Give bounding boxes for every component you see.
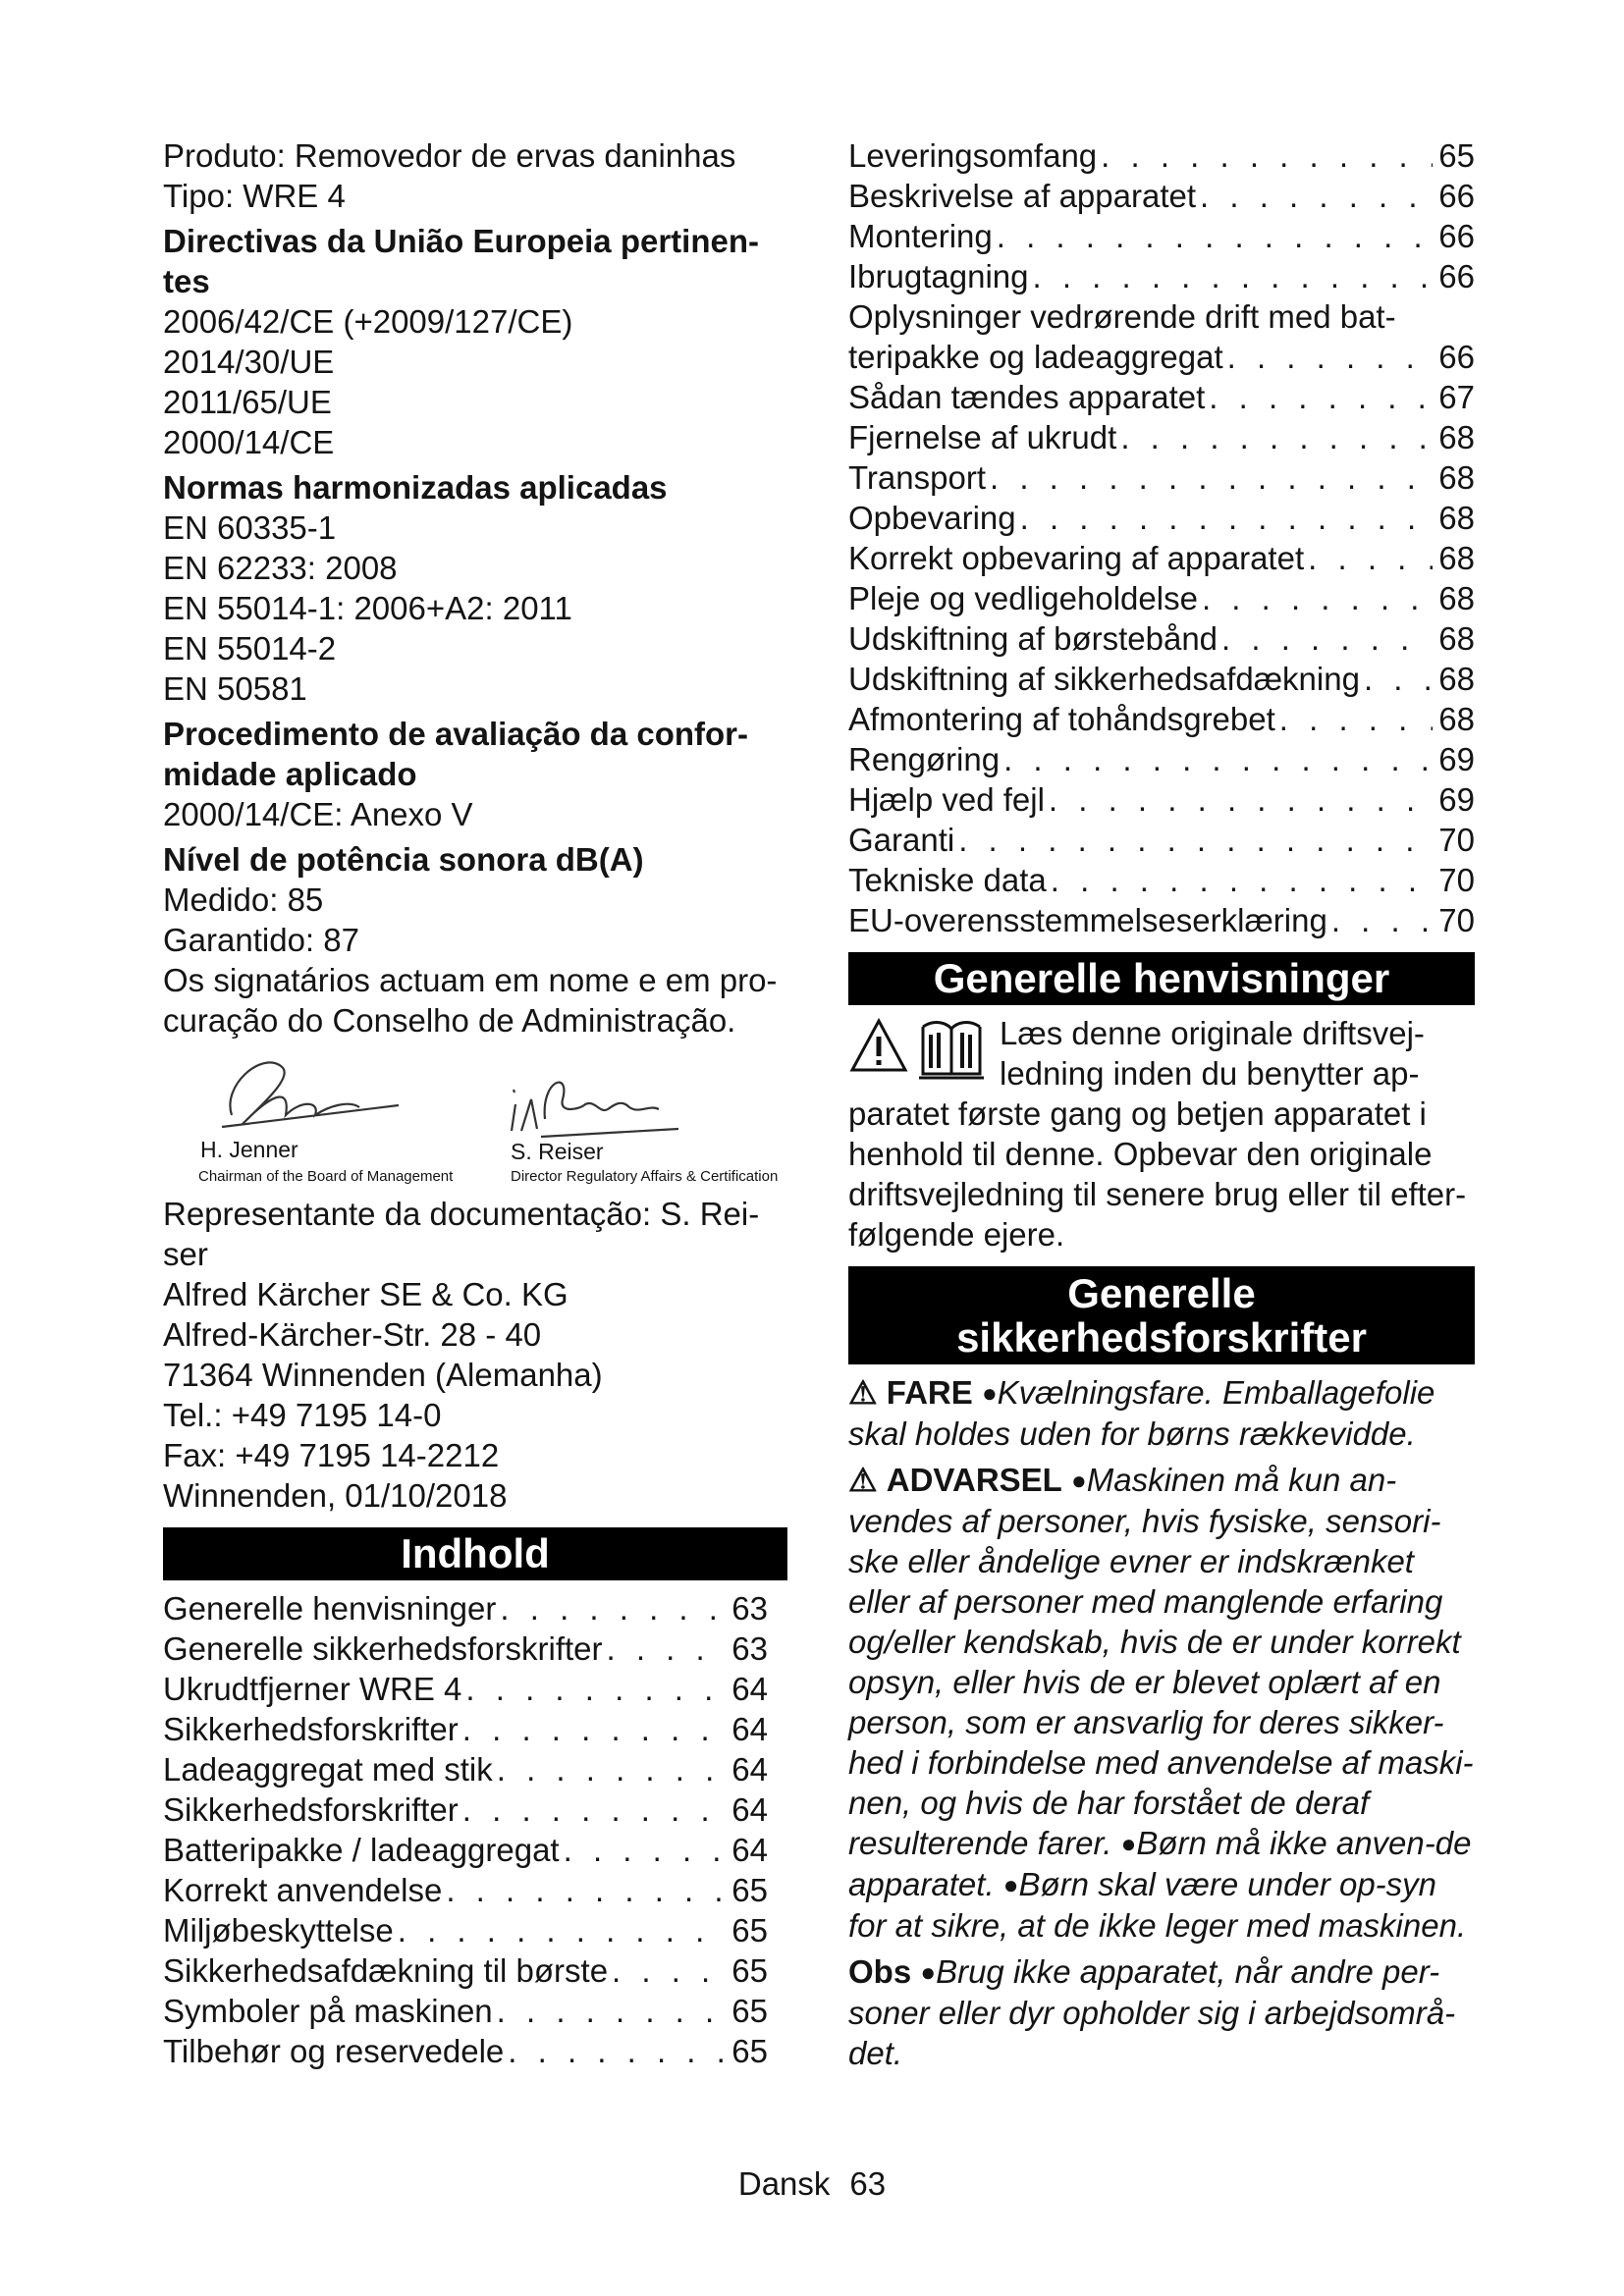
toc-page: 70: [1438, 902, 1475, 938]
toc-entry[interactable]: [848, 538, 1475, 578]
toc-entry[interactable]: [848, 377, 1475, 417]
danger-text: Kvælningsfare. Emballagefolie skal holdes uden for børns rækkevidde.: [848, 1374, 1435, 1452]
toc-label: Generelle sikkerhedsforskrifter: [163, 1630, 603, 1667]
representative: Representante da documentação: S. Rei-ser: [163, 1196, 760, 1272]
toc-entry[interactable]: [848, 659, 1475, 699]
warning-triangle-icon: ⚠: [848, 1462, 878, 1498]
toc-label: Sikkerhedsforskrifter: [163, 1791, 459, 1828]
toc-entry[interactable]: [848, 176, 1475, 216]
toc-entry[interactable]: [848, 860, 1475, 900]
type-line: Tipo: WRE 4: [163, 178, 346, 214]
toc-page: 65: [731, 2033, 768, 2069]
bullet-icon: ●: [1120, 1829, 1137, 1858]
toc-page: 68: [1438, 661, 1475, 697]
safety-banner-line: sikkerhedsforskrifter: [956, 1314, 1367, 1361]
footer-language: Dansk: [737, 2165, 831, 2202]
toc-label: Leveringsomfang: [848, 137, 1098, 174]
toc-label: teripakke og ladeaggregat: [848, 339, 1223, 375]
bullet-icon: ●: [920, 1957, 937, 1987]
toc-page: 68: [1438, 580, 1475, 616]
toc-page: 65: [731, 1912, 768, 1949]
toc-entry[interactable]: [163, 1789, 787, 1830]
toc-page: 64: [731, 1671, 768, 1707]
toc-page: 64: [731, 1711, 768, 1747]
toc-page: 68: [1438, 620, 1475, 657]
toc-entry[interactable]: [163, 1830, 787, 1870]
directive-line: 2006/42/CE (+2009/127/CE): [163, 303, 573, 340]
warning-text: Maskinen må kun an-vendes af personer, hvis fysiske, sensori-ske eller åndelige evner er indskrænket eller af personer med manglende erfaring og/eller kendskab, hvis de er under korrekt opsyn, eller hvis de er blevet oplært af en person, som er ansvarlig for deres sikker-hed i forbindelse med anvendelse af maski-nen, og hvis de har forstået de deraf resulterende farer.: [848, 1462, 1474, 1861]
toc-entry[interactable]: [848, 820, 1475, 860]
toc-page: 66: [1438, 178, 1475, 214]
toc-label: Hjælp ved fejl: [848, 781, 1045, 818]
toc-entry[interactable]: [848, 457, 1475, 498]
toc-entry[interactable]: [848, 618, 1475, 659]
toc-list-right: [848, 135, 1475, 940]
toc-label-line: Oplysninger vedrørende drift med bat-: [848, 298, 1396, 335]
toc-entry[interactable]: [848, 135, 1475, 176]
toc-label: Garanti: [848, 822, 955, 858]
right-column: [848, 135, 1475, 2073]
toc-label: Transport: [848, 459, 986, 496]
toc-page: 63: [731, 1590, 768, 1627]
address-line: Alfred-Kärcher-Str. 28 - 40: [163, 1316, 542, 1353]
toc-entry[interactable]: [848, 498, 1475, 538]
general-notes-text: Læs denne originale driftsvej-ledning inden du benytter ap-paratet første gang og betjen apparatet i henhold til denne. Opbevar den originale driftsvejledning til senere brug eller til efter-følgende ejere.: [848, 1015, 1467, 1253]
signer-title: Chairman of the Board of Management: [198, 1168, 454, 1185]
toc-page: 70: [1438, 822, 1475, 858]
directive-line: 2000/14/CE: [163, 424, 335, 460]
toc-page: 69: [1438, 741, 1475, 777]
toc-page: 66: [1438, 339, 1475, 375]
signer-name: H. Jenner: [200, 1137, 298, 1162]
address-line: 71364 Winnenden (Alemanha): [163, 1357, 603, 1393]
procedure-line: 2000/14/CE: Anexo V: [163, 796, 473, 832]
manual-book-icon: [917, 1017, 986, 1080]
toc-page: 65: [1438, 137, 1475, 174]
toc-page: 65: [731, 1872, 768, 1908]
toc-page: 70: [1438, 862, 1475, 898]
toc-label: Symboler på maskinen: [163, 1993, 493, 2029]
directives-heading: Directivas da União Europeia pertinen-tes: [163, 223, 759, 299]
toc-label: Korrekt opbevaring af apparatet: [848, 540, 1305, 576]
toc-label: Generelle henvisninger: [163, 1590, 497, 1627]
toc-label: Ibrugtagning: [848, 258, 1029, 294]
toc-label: Tilbehør og reservedele: [163, 2033, 505, 2069]
norm-line: EN 55014-2: [163, 630, 337, 667]
toc-label: Miljøbeskyttelse: [163, 1912, 394, 1949]
toc-page: 64: [731, 1832, 768, 1868]
warning-triangle-icon: [848, 1017, 909, 1074]
sound-heading: Nível de potência sonora dB(A): [163, 841, 644, 878]
note-label: Obs: [848, 1953, 912, 1990]
toc-entry[interactable]: [848, 739, 1475, 779]
toc-entry[interactable]: [163, 2031, 787, 2071]
warning-text: Børn skal være under op-syn for at sikre, at de ikke leger med maskinen.: [848, 1866, 1467, 1944]
toc-entry[interactable]: [848, 337, 1475, 377]
address-line: Winnenden, 01/10/2018: [163, 1477, 508, 1514]
toc-label: Tekniske data: [848, 862, 1047, 898]
toc-label: Opbevaring: [848, 500, 1016, 536]
toc-label: Montering: [848, 218, 993, 254]
signature-reiser: [502, 1060, 688, 1148]
address-line: Alfred Kärcher SE & Co. KG: [163, 1276, 568, 1312]
toc-page: 64: [731, 1791, 768, 1828]
danger-paragraph: [848, 1372, 1475, 1454]
toc-label: Udskiftning af børstebånd: [848, 620, 1218, 657]
toc-label: Pleje og vedligeholdelse: [848, 580, 1198, 616]
toc-label: Sikkerhedsforskrifter: [163, 1711, 459, 1747]
toc-entry[interactable]: [163, 1950, 787, 1991]
toc-label: Ukrudtfjerner WRE 4: [163, 1671, 462, 1707]
toc-entry[interactable]: [163, 1629, 787, 1669]
signer-title: Director Regulatory Affairs & Certification: [511, 1168, 779, 1185]
toc-label: Sikkerhedsafdækning til børste: [163, 1952, 609, 1989]
directive-line: 2011/65/UE: [163, 384, 332, 420]
toc-entry[interactable]: [848, 578, 1475, 618]
bullet-icon: ●: [1002, 1870, 1019, 1899]
toc-label: Korrekt anvendelse: [163, 1872, 443, 1908]
signature-jenner: [202, 1046, 418, 1145]
general-notes-banner: Generelle henvisninger: [848, 952, 1475, 1005]
toc-entry[interactable]: [848, 256, 1475, 296]
left-column: [163, 135, 787, 2071]
warning-label: ADVARSEL: [886, 1462, 1062, 1498]
toc-page: 69: [1438, 781, 1475, 818]
toc-label: Sådan tændes apparatet: [848, 379, 1206, 415]
warning-paragraph: [848, 1460, 1475, 1946]
note-text: Brug ikke apparatet, når andre per-soner eller dyr opholder sig i arbejdsområ-det.: [848, 1953, 1456, 2071]
toc-label: Ladeaggregat med stik: [163, 1751, 493, 1788]
toc-label: Beskrivelse af apparatet: [848, 178, 1197, 214]
toc-entry[interactable]: [848, 779, 1475, 820]
danger-label: FARE: [886, 1374, 973, 1411]
toc-entry[interactable]: [163, 1870, 787, 1910]
norm-line: EN 60335-1: [163, 509, 337, 546]
toc-page: 68: [1438, 459, 1475, 496]
toc-label: EU-overensstemmelseserklæring: [848, 902, 1327, 938]
norm-line: EN 50581: [163, 670, 307, 707]
bullet-icon: ●: [981, 1378, 998, 1408]
toc-page: 68: [1438, 500, 1475, 536]
toc-label: Udskiftning af sikkerhedsafdækning: [848, 661, 1360, 697]
danger-triangle-icon: ⚠: [848, 1374, 878, 1411]
toc-entry[interactable]: [163, 1669, 787, 1709]
toc-entry[interactable]: [163, 1910, 787, 1950]
toc-label: Rengøring: [848, 741, 1001, 777]
toc-page: 63: [731, 1630, 768, 1667]
note-paragraph: [848, 1951, 1475, 2073]
address-line: Fax: +49 7195 14-2212: [163, 1437, 500, 1473]
warning-text: Børn må ikke anven-de apparatet.: [848, 1825, 1472, 1902]
norm-line: EN 62233: 2008: [163, 550, 398, 586]
toc-label: Afmontering af tohåndsgrebet: [848, 701, 1275, 737]
footer-page-number: 63: [849, 2165, 887, 2202]
safety-banner: [848, 1266, 1475, 1364]
toc-label: Fjernelse af ukrudt: [848, 419, 1117, 455]
toc-entry[interactable]: [163, 1991, 787, 2031]
toc-list-left: [163, 1588, 787, 2071]
norm-line: EN 55014-1: 2006+A2: 2011: [163, 590, 572, 626]
directive-line: 2014/30/UE: [163, 344, 335, 380]
toc-page: 68: [1438, 701, 1475, 737]
toc-page: 67: [1438, 379, 1475, 415]
toc-page: 68: [1438, 419, 1475, 455]
toc-page: 65: [731, 1993, 768, 2029]
signatories-note: Os signatários actuam em nome e em pro-curação do Conselho de Administração.: [163, 962, 778, 1039]
toc-entry[interactable]: [848, 216, 1475, 256]
general-notes-block: [848, 1013, 1475, 1255]
toc-page: 65: [731, 1952, 768, 1989]
toc-banner: Indhold: [163, 1527, 787, 1580]
norms-heading: Normas harmonizadas aplicadas: [163, 469, 668, 506]
signer-name: S. Reiser: [511, 1139, 604, 1164]
page-footer: [0, 2165, 1624, 2203]
toc-label: Batteripakke / ladeaggregat: [163, 1832, 560, 1868]
sound-measured: Medido: 85: [163, 881, 324, 918]
toc-entry[interactable]: [163, 1749, 787, 1789]
toc-entry[interactable]: [848, 417, 1475, 457]
toc-page: 66: [1438, 218, 1475, 254]
address-line: Tel.: +49 7195 14-0: [163, 1397, 442, 1433]
signature-block: [163, 1046, 787, 1184]
notice-icons: [848, 1017, 986, 1086]
toc-entry[interactable]: [163, 1588, 787, 1629]
toc-page: 68: [1438, 540, 1475, 576]
toc-entry[interactable]: [848, 699, 1475, 739]
toc-page: 64: [731, 1751, 768, 1788]
sound-guaranteed: Garantido: 87: [163, 922, 359, 958]
product-line: Produto: Removedor de ervas daninhas: [163, 137, 736, 174]
procedure-heading: Procedimento de avaliação da confor-midade aplicado: [163, 716, 748, 792]
bullet-icon: ●: [1071, 1466, 1087, 1495]
toc-entry[interactable]: [848, 900, 1475, 940]
toc-page: 66: [1438, 258, 1475, 294]
toc-entry[interactable]: [163, 1709, 787, 1749]
safety-banner-line: Generelle: [1067, 1270, 1256, 1316]
